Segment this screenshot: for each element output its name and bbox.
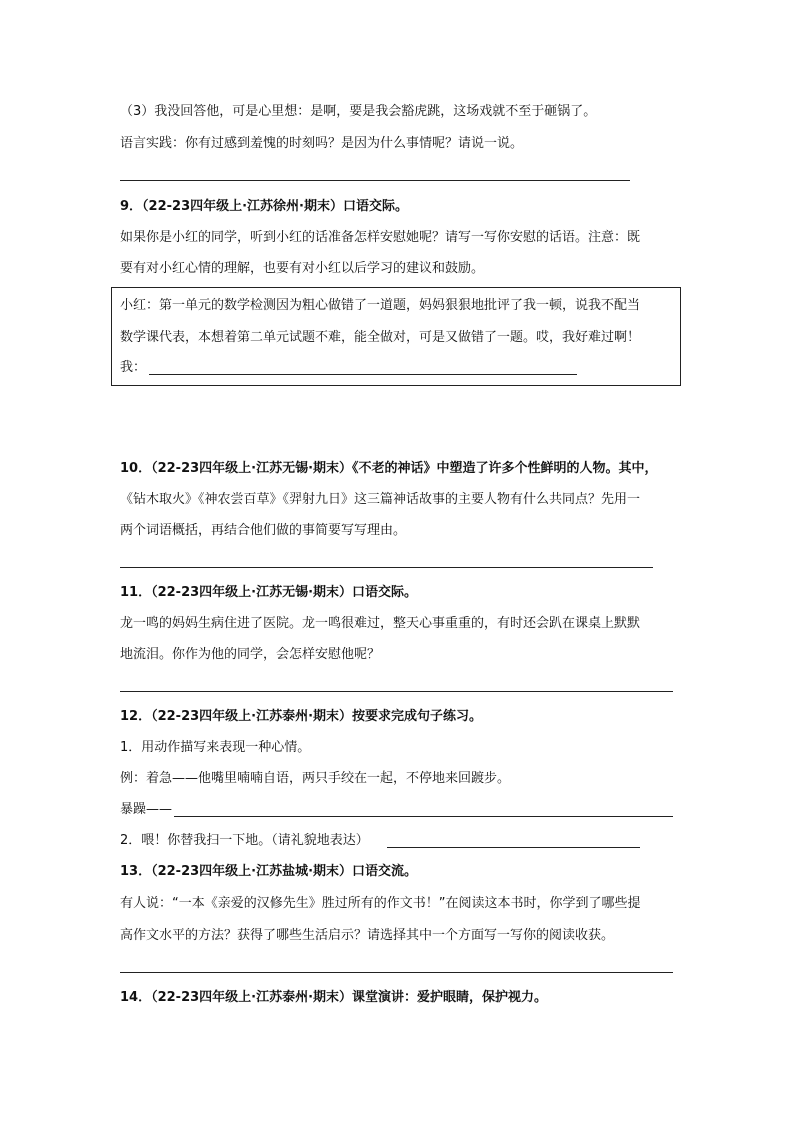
q9-header: 9．（22-23四年级上·江苏徐州·期末）口语交际。: [120, 199, 408, 214]
q12-item1: 1．用动作描写来表现一种心情。: [120, 740, 311, 755]
q13-line2: 高作文水平的方法？获得了哪些生活启示？请选择其中一个方面写一写你的阅读收获。: [120, 928, 615, 943]
q9-box-line1: 小红：第一单元的数学检测因为粗心做错了一道题，妈妈狠狠地批评了我一顿，说我不配当: [120, 298, 641, 313]
q9-dialogue-box: [111, 287, 681, 386]
q9-prompt-line2: 要有对小红心情的理解，也要有对小红以后学习的建议和鼓励。: [120, 261, 485, 276]
q12-example: 例：着急——他嘴里喃喃自语，两只手绞在一起，不停地来回踱步。: [120, 771, 511, 786]
q8-part3: （3）我没回答他，可是心里想：是啊，要是我会豁虎跳，这场戏就不至于砸锅了。: [120, 104, 597, 119]
q8-practice: 语言实践：你有过感到羞愧的时刻吗？是因为什么事情呢？请说一说。: [120, 136, 524, 151]
q9-answer-line[interactable]: [149, 374, 577, 375]
q10-line2: 《钻木取火》《神农尝百草》《羿射九日》这三篇神话故事的主要人物有什么共同点？先用一: [120, 492, 641, 507]
q10-answer-line[interactable]: [120, 567, 653, 568]
q11-header: 11．（22-23四年级上·江苏无锡·期末）口语交际。: [120, 585, 418, 600]
q12-polite-answer-line[interactable]: [387, 847, 640, 848]
q9-prompt-line1: 如果你是小红的同学，听到小红的话准备怎样安慰她呢？请写一写你安慰的话语。注意：既: [120, 230, 641, 245]
q11-line2: 地流泪。你作为他的同学，会怎样安慰他呢？: [120, 647, 381, 662]
q12-item2: 2．喂！你替我扫一下地。（请礼貌地表达）: [120, 833, 369, 848]
q13-line1: 有人说：“一本《亲爱的汉修先生》胜过所有的作文书！”在阅读这本书时，你学到了哪些提: [120, 896, 641, 911]
q13-answer-line[interactable]: [120, 972, 673, 973]
q13-header: 13．（22-23四年级上·江苏盐城·期末）口语交流。: [120, 864, 418, 879]
q10-header: 10．（22-23四年级上·江苏无锡·期末）《不老的神话》中塑造了许多个性鲜明的人物。其中，: [120, 461, 658, 476]
q12-irritable: 暴躁——: [120, 802, 173, 817]
q10-line3: 两个词语概括，再结合他们做的事简要写写理由。: [120, 523, 407, 538]
q9-box-line3: 我：: [120, 360, 147, 375]
q9-box-line2: 数学课代表，本想着第二单元试题不难，能全做对，可是又做错了一题。哎，我好难过啊！: [120, 330, 641, 345]
q14-header: 14．（22-23四年级上·江苏泰州·期末）课堂演讲：爱护眼睛，保护视力。: [120, 990, 548, 1005]
q11-answer-line[interactable]: [120, 691, 673, 692]
q8-answer-line[interactable]: [120, 180, 630, 181]
q12-header: 12．（22-23四年级上·江苏泰州·期末）按要求完成句子练习。: [120, 709, 483, 724]
q12-irritable-answer-line[interactable]: [174, 816, 673, 817]
q11-line1: 龙一鸣的妈妈生病住进了医院。龙一鸣很难过，整天心事重重的，有时还会趴在课桌上默默: [120, 616, 641, 631]
